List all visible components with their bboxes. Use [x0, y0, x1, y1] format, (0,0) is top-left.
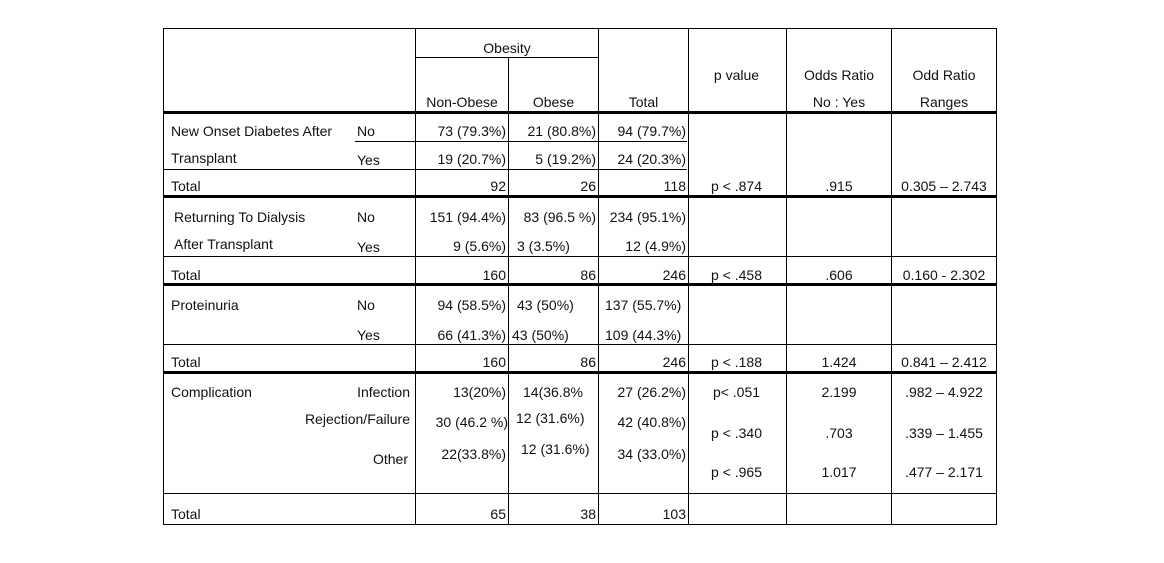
p-value: p < .340: [711, 425, 762, 441]
ranges-header: Odd Ratio: [912, 67, 976, 83]
odds-ratio-subheader: No : Yes: [812, 94, 866, 110]
total-non-obese: 92: [490, 178, 506, 194]
total-row-label: Total: [171, 178, 201, 194]
odds-ratio: 1.424: [821, 354, 857, 370]
ranges-subheader: Ranges: [919, 94, 969, 110]
odds-ratio: .606: [825, 267, 853, 283]
row-category: Yes: [357, 239, 380, 255]
odds-range: .477 – 2.171: [905, 464, 983, 480]
cell-total: 94 (79.7%): [617, 123, 686, 139]
cell-total: 27 (26.2%): [617, 384, 686, 400]
total-obese: 86: [580, 267, 596, 283]
cell-non-obese: 22(33.8%): [441, 446, 506, 462]
cell-obese: 43 (50%): [512, 327, 569, 343]
total-non-obese: 160: [482, 354, 506, 370]
total-row-label: Total: [171, 267, 201, 283]
row-category: No: [357, 123, 375, 139]
odds-range: 0.160 - 2.302: [902, 267, 986, 283]
section-label-line2: Transplant: [171, 150, 237, 166]
cell-total: 109 (44.3%): [605, 327, 682, 343]
cell-total: 12 (4.9%): [625, 238, 686, 254]
non-obese-header: Non-Obese: [426, 94, 498, 110]
cell-total: 34 (33.0%): [617, 446, 686, 462]
cell-obese: 14(36.8%: [523, 384, 583, 400]
total-non-obese: 65: [490, 506, 506, 522]
total-row-label: Total: [171, 506, 201, 522]
cell-non-obese: 30 (46.2 %): [435, 414, 508, 430]
cell-obese: 12 (31.6%): [516, 410, 585, 426]
row-category: Other: [372, 451, 408, 467]
section-label: New Onset Diabetes After: [171, 123, 333, 139]
cell-non-obese: 13(20%): [453, 384, 506, 400]
odds-range: .982 – 4.922: [905, 384, 983, 400]
cell-total: 24 (20.3%): [617, 151, 686, 167]
section-label: Proteinuria: [171, 297, 239, 313]
cell-non-obese: 9 (5.6%): [453, 238, 506, 254]
cell-obese: 3 (3.5%): [517, 238, 570, 254]
p-value: p < .874: [711, 178, 762, 194]
cell-obese: 83 (96.5 %): [523, 209, 596, 225]
section-label-line2: After Transplant: [174, 236, 273, 252]
total-obese: 86: [580, 354, 596, 370]
total-total: 103: [662, 506, 686, 522]
total-total: 118: [663, 178, 686, 194]
row-category: Rejection/Failure: [304, 411, 410, 427]
cell-total: 234 (95.1%): [609, 209, 686, 225]
odds-ratio-header: Odds Ratio: [803, 67, 875, 83]
cell-total: 137 (55.7%): [605, 297, 682, 313]
section-label: Complication: [171, 384, 252, 400]
obesity-group-header: Obesity: [483, 40, 531, 56]
total-total: 246: [662, 267, 686, 283]
row-category: No: [357, 209, 375, 225]
cell-non-obese: 73 (79.3%): [437, 123, 506, 139]
total-non-obese: 160: [482, 267, 506, 283]
odds-ratio: .703: [825, 425, 853, 441]
cell-obese: 21 (80.8%): [527, 123, 596, 139]
cell-obese: 5 (19.2%): [535, 151, 596, 167]
odds-range: 0.305 – 2.743: [901, 178, 987, 194]
cell-non-obese: 94 (58.5%): [437, 297, 506, 313]
total-total: 246: [662, 354, 686, 370]
odds-ratio: .915: [825, 178, 853, 194]
cell-obese: 43 (50%): [517, 297, 574, 313]
cell-non-obese: 19 (20.7%): [437, 151, 506, 167]
row-category: Yes: [357, 152, 380, 168]
obese-header: Obese: [532, 94, 575, 110]
row-category: No: [357, 297, 375, 313]
odds-ratio: 1.017: [821, 464, 857, 480]
section-label: Returning To Dialysis: [174, 209, 306, 225]
cell-obese: 12 (31.6%): [521, 441, 590, 457]
cell-non-obese: 66 (41.3%): [437, 327, 506, 343]
odds-range: 0.841 – 2.412: [901, 354, 987, 370]
p-value: p< .051: [712, 384, 761, 400]
odds-ratio: 2.199: [821, 384, 857, 400]
total-header: Total: [628, 94, 659, 110]
obesity-outcomes-table: [163, 28, 997, 525]
total-obese: 26: [580, 178, 596, 194]
p-value: p < .965: [711, 464, 762, 480]
row-category: Infection: [357, 384, 410, 400]
row-category: Yes: [357, 327, 380, 343]
p-value-header: p value: [713, 67, 760, 83]
odds-range: .339 – 1.455: [905, 425, 983, 441]
cell-non-obese: 151 (94.4%): [429, 209, 506, 225]
p-value: p < .188: [711, 354, 762, 370]
total-obese: 38: [580, 506, 596, 522]
p-value: p < .458: [711, 267, 762, 283]
cell-total: 42 (40.8%): [617, 414, 686, 430]
total-row-label: Total: [171, 354, 201, 370]
